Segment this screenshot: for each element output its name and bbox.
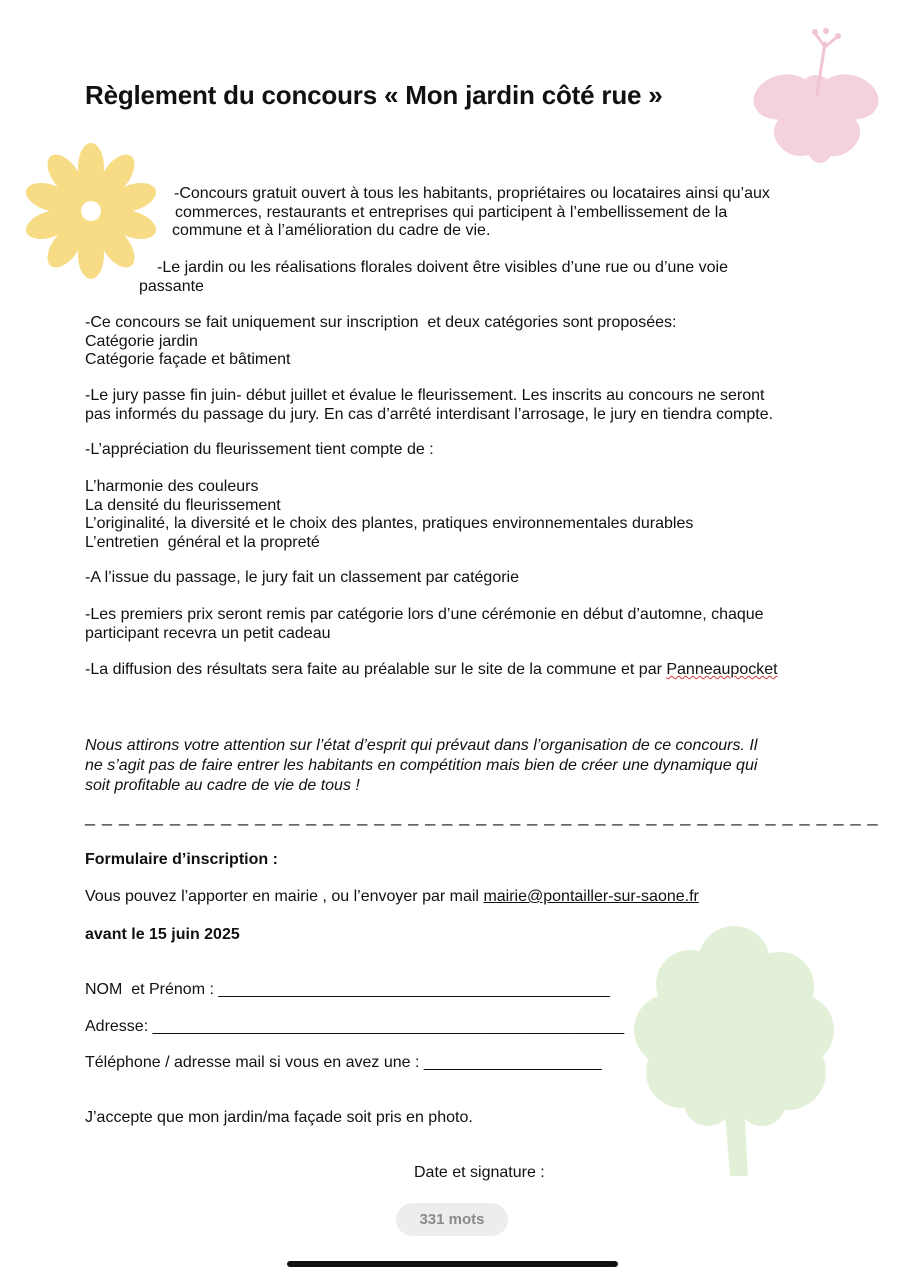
jury-line: -Le jury passe fin juin- début juillet et évalue le fleurissement. Les inscrits au concours ne seront [85,387,765,404]
criteria-intro-text: -L’appréciation du fleurissement tient compte de : [85,441,434,458]
home-indicator[interactable] [287,1261,618,1267]
results-line [85,661,778,680]
contact-field-text: Téléphone / adresse mail si vous en avez une : ____________________ [85,1054,602,1071]
form-delivery [85,888,699,907]
category-item: Catégorie façade et bâtiment [85,351,291,368]
notice-paragraph [85,736,757,796]
notice-line: Nous attirons votre attention sur l’état d’esprit qui prévaut dans l’organisation de ce concours. Il [85,737,758,754]
jury-line: pas informés du passage du jury. En cas d’arrêté interdisant l’arrosage, le jury en tiendra compte. [85,405,774,423]
cut-line-separator: _ _ _ _ _ _ _ _ _ _ _ _ _ _ _ _ _ _ _ _ _ _ _ _ _ _ _ _ _ _ _ _ _ _ _ _ _ _ _ _ _ _ _ _ _ _ _ [85,806,879,826]
visibility-paragraph [139,259,728,296]
prizes-paragraph [85,606,764,643]
notice-line: soit profitable au cadre de vie de tous ! [85,777,360,794]
criteria-item: L’harmonie des couleurs [85,478,259,495]
form-deadline [85,926,240,945]
criteria-item: La densité du fleurissement [85,496,281,514]
form-delivery-text: Vous pouvez l’apporter en mairie , ou l’envoyer par mail [85,888,484,905]
criteria-item: L’entretien général et la propreté [85,533,320,551]
results-text: -La diffusion des résultats sera faite au préalable sur le site de la commune et par [85,661,667,678]
category-item: Catégorie jardin [85,332,198,350]
visibility-line: passante [139,277,204,295]
form-delivery-line [85,888,699,907]
categories-paragraph [85,314,676,370]
ranking-paragraph [85,569,519,588]
word-count-badge[interactable]: 331 mots [396,1203,508,1236]
page-title: Règlement du concours « Mon jardin côté rue » [85,80,663,110]
notice-line: ne s’agit pas de faire entrer les habitants en compétition mais bien de créer une dynamique qui [85,757,758,774]
form-heading-text: Formulaire d’inscription : [85,851,278,868]
visibility-line: -Le jardin ou les réalisations florales doivent être visibles d’une rue ou d’une voie [157,259,728,276]
criteria-intro [85,441,434,460]
signature-label-text: Date et signature : [414,1164,545,1181]
email-link[interactable]: mairie@pontailler-sur-saone.fr [483,888,699,905]
name-field[interactable] [85,981,610,1000]
photo-consent [85,1109,473,1128]
address-field[interactable] [85,1018,624,1037]
results-paragraph [85,661,778,680]
form-heading [85,851,278,870]
form-deadline-text: avant le 15 juin 2025 [85,926,240,943]
signature-label [414,1164,545,1183]
contact-field[interactable] [85,1054,602,1073]
jury-paragraph [85,387,773,424]
criteria-item: L’originalité, la diversité et le choix des plantes, pratiques environnementales durables [85,515,694,532]
photo-consent-text: J’accepte que mon jardin/ma façade soit pris en photo. [85,1109,473,1126]
hibiscus-icon [745,25,887,167]
name-field-text: NOM et Prénom : ____________________________________________ [85,981,610,998]
intro-line: -Concours gratuit ouvert à tous les habitants, propriétaires ou locataires ainsi qu’aux [174,185,770,202]
intro-paragraph [172,185,770,241]
address-field-text: Adresse: _____________________________________________________ [85,1018,625,1035]
intro-line: commerces, restaurants et entreprises qui participent à l’embellissement de la [175,203,728,221]
tree-icon [630,922,840,1180]
categories-intro: -Ce concours se fait uniquement sur inscription et deux catégories sont proposées: [85,314,677,331]
prizes-line: participant recevra un petit cadeau [85,624,331,642]
spellcheck-flagged-word[interactable]: Panneaupocket [666,661,778,678]
intro-line: commune et à l’amélioration du cadre de vie. [172,222,491,239]
criteria-list [85,478,693,552]
prizes-line: -Les premiers prix seront remis par catégorie lors d’une cérémonie en début d’automne, chaque [85,606,764,623]
ranking-text: -A l’issue du passage, le jury fait un classement par catégorie [85,569,520,586]
